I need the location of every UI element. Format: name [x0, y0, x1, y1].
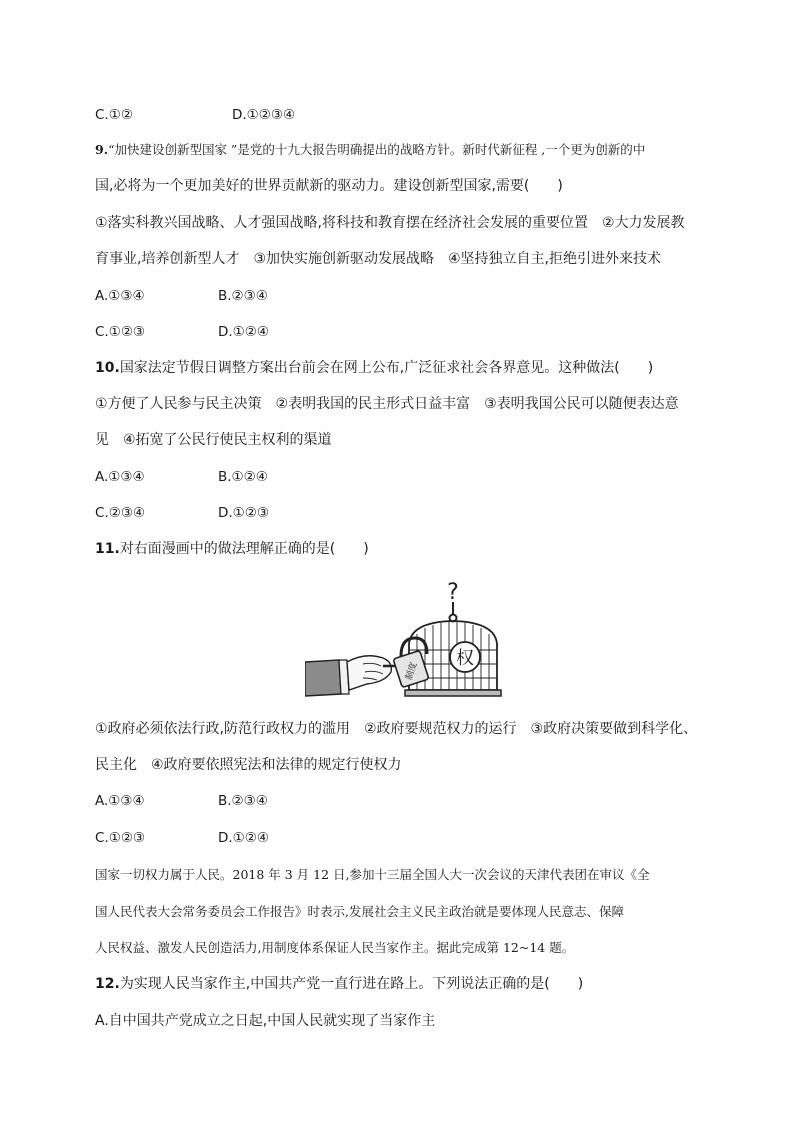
q11-statement-line2: 民主化 ④政府要依照宪法和法律的规定行使权力 [95, 757, 402, 773]
q10-option-b: B.①②④ [218, 469, 268, 485]
q10-option-d: D.①②③ [218, 505, 269, 521]
q12-number: 12. [95, 976, 120, 992]
q10-statement-line2: 见 ④拓宽了公民行使民主权利的渠道 [95, 432, 332, 448]
q8-option-c: C.①② [95, 107, 133, 123]
q9-option-d: D.①②④ [218, 324, 269, 340]
q9-option-c: C.①②③ [95, 324, 146, 340]
q10-stem: 10.国家法定节假日调整方案出台前会在网上公布,广泛征求社会各界意见。这种做法( ) [95, 360, 654, 376]
q9-stem-line2: 国,必将为一个更加美好的世界贡献新的驱动力。建设创新型国家,需要( ) [95, 178, 563, 194]
material-line1: 国家一切权力属于人民。2018 年 3 月 12 日,参加十三届全国人大一次会议的天津代表团在审议《全 [95, 867, 650, 882]
q10-option-c: C.②③④ [95, 505, 146, 521]
q10-number: 10. [95, 360, 120, 376]
q11-stem: 11.对右面漫画中的做法理解正确的是( ) [95, 541, 369, 557]
q12-option-a: A.自中国共产党成立之日起,中国人民就实现了当家作主 [95, 1013, 436, 1029]
cartoon-illustration [305, 578, 505, 702]
cartoon-question-mark: ? [447, 580, 459, 605]
material-line3: 人民权益、激发人民创造活力,用制度体系保证人民当家作主。据此完成第 12~14 题。 [95, 940, 575, 955]
q12-stem: 12.为实现人民当家作主,中国共产党一直行进在路上。下列说法正确的是( ) [95, 976, 584, 992]
q9-statement-line1: ①落实科教兴国战略、人才强国战略,将科技和教育摆在经济社会发展的重要位置 ②大力发展教 [95, 215, 685, 231]
q11-option-b: B.②③④ [218, 793, 268, 809]
q9-option-a: A.①③④ [95, 288, 145, 304]
q11-option-a: A.①③④ [95, 793, 145, 809]
q11-number: 11. [95, 541, 120, 557]
q11-option-c: C.①②③ [95, 830, 146, 846]
q9-statement-line2: 育事业,培养创新型人才 ③加快实施创新驱动发展战略 ④坚持独立自主,拒绝引进外来技术 [95, 251, 661, 267]
q9-number: 9. [95, 142, 109, 157]
material-line2: 国人民代表大会常务委员会工作报告》时表示,发展社会主义民主政治就是要体现人民意志、保障 [95, 904, 624, 919]
q10-statement-line1: ①方便了人民参与民主决策 ②表明我国的民主形式日益丰富 ③表明我国公民可以随便表达意 [95, 396, 679, 412]
q9-stem-line1: 9.“加快建设创新型国家 ”是党的十九大报告明确提出的战略方针。新时代新征程 ,一个更为创新的中 [95, 142, 646, 157]
q11-option-d: D.①②④ [218, 830, 269, 846]
q10-option-a: A.①③④ [95, 469, 145, 485]
lock-label: 制度 [404, 661, 420, 682]
cartoon-power-character: 权 [456, 648, 474, 669]
q8-option-d: D.①②③④ [232, 107, 296, 123]
hand-icon [305, 656, 391, 696]
padlock-icon [393, 638, 429, 688]
q11-statement-line1: ①政府必须依法行政,防范行政权力的滥用 ②政府要规范权力的运行 ③政府决策要做到科学化、 [95, 721, 698, 737]
q9-option-b: B.②③④ [218, 288, 268, 304]
